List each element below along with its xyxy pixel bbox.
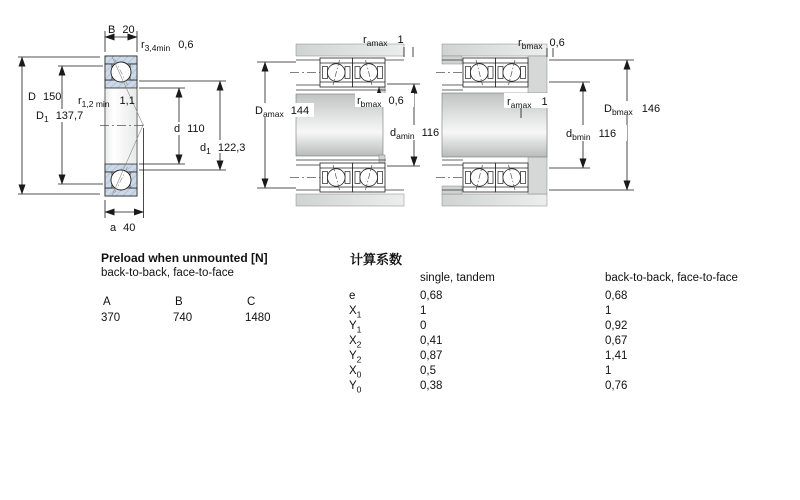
dim-label-ramax: $r_{amax}$ 1 bbox=[507, 96, 548, 110]
preload-header-b: B bbox=[175, 296, 183, 308]
housing-band-top bbox=[296, 44, 404, 56]
dim-label-damin: $d_{amin}$ 116 bbox=[390, 127, 440, 141]
bearing-pair-bottom bbox=[463, 163, 528, 192]
left-bearing-drawing bbox=[18, 24, 248, 234]
factor-pair-value: 1,41 bbox=[605, 350, 628, 362]
bearing-diagram bbox=[0, 0, 800, 245]
preload-value-b: 740 bbox=[173, 312, 193, 324]
factor-single-value: 0,5 bbox=[420, 365, 436, 377]
factor-pair-value: 1 bbox=[605, 305, 612, 317]
housing-band-bottom bbox=[296, 194, 404, 206]
factor-single-value: 0 bbox=[420, 320, 427, 332]
housing-band-bottom bbox=[442, 194, 547, 206]
factors-col-single: single, tandem bbox=[420, 272, 495, 284]
factor-single-value: 0,41 bbox=[420, 335, 443, 347]
preload-header-a: A bbox=[103, 296, 111, 308]
factor-pair-value: 1 bbox=[605, 365, 612, 377]
arrangement-b bbox=[436, 37, 666, 206]
dim-label-d: d 110 bbox=[174, 123, 205, 135]
dim-label-B: B 20 bbox=[108, 24, 135, 36]
preload-subtitle: back-to-back, face-to-face bbox=[101, 267, 234, 279]
factor-pair-value: 0,76 bbox=[605, 380, 628, 392]
factor-symbol: $X_2$ bbox=[349, 335, 362, 350]
bearing-pair-top bbox=[463, 58, 528, 87]
factor-symbol: $Y_0$ bbox=[349, 380, 362, 395]
factor-symbol: $Y_1$ bbox=[349, 320, 362, 335]
factor-single-value: 0,87 bbox=[420, 350, 443, 362]
dim-label-D1: $D_1$ 137,7 bbox=[36, 110, 84, 124]
factor-symbol: e bbox=[349, 290, 356, 302]
dim-label-rbmax: $r_{bmax}$ 0,6 bbox=[518, 37, 565, 51]
preload-value-c: 1480 bbox=[245, 312, 271, 324]
preload-header-c: C bbox=[247, 296, 256, 308]
preload-value-a: 370 bbox=[101, 312, 121, 324]
factor-single-value: 0,38 bbox=[420, 380, 443, 392]
dim-label-r34: $r_{3,4min}$ 0,6 bbox=[141, 39, 194, 53]
bearing-pair-top bbox=[320, 58, 385, 87]
factor-symbol: $X_0$ bbox=[349, 365, 362, 380]
dim-label-ramax: $r_{amax}$ 1 bbox=[363, 34, 404, 48]
dim-label-r12: $r_{1,2 min}$ 1,1 bbox=[78, 95, 135, 109]
dim-label-Damax: $D_{amax}$ 144 bbox=[255, 105, 310, 119]
factor-single-value: 1 bbox=[420, 305, 427, 317]
dim-label-dbmin: $d_{bmin}$ 116 bbox=[566, 128, 617, 142]
dim-label-rbmax: $r_{bmax}$ 0,6 bbox=[357, 95, 404, 109]
factors-col-pair: back-to-back, face-to-face bbox=[605, 272, 738, 284]
bearing-pair-bottom bbox=[320, 163, 385, 192]
factor-pair-value: 0,67 bbox=[605, 335, 628, 347]
preload-title: Preload when unmounted [N] bbox=[101, 251, 268, 265]
factor-pair-value: 0,92 bbox=[605, 320, 628, 332]
shaft-shoulder-bottom bbox=[379, 155, 385, 163]
dim-label-Dbmax: $D_{bmax}$ 146 bbox=[604, 103, 661, 117]
factors-title: 计算系数 bbox=[350, 252, 403, 267]
dim-label-D: D 150 bbox=[28, 91, 62, 103]
factor-symbol: $X_1$ bbox=[349, 305, 362, 320]
factor-pair-value: 0,68 bbox=[605, 290, 628, 302]
arrangement-a bbox=[252, 34, 448, 206]
dim-label-a: a 40 bbox=[110, 222, 136, 234]
dim-label-d1: $d_1$ 122,3 bbox=[200, 142, 246, 156]
factor-single-value: 0,68 bbox=[420, 290, 443, 302]
factor-symbol: $Y_2$ bbox=[349, 350, 362, 365]
